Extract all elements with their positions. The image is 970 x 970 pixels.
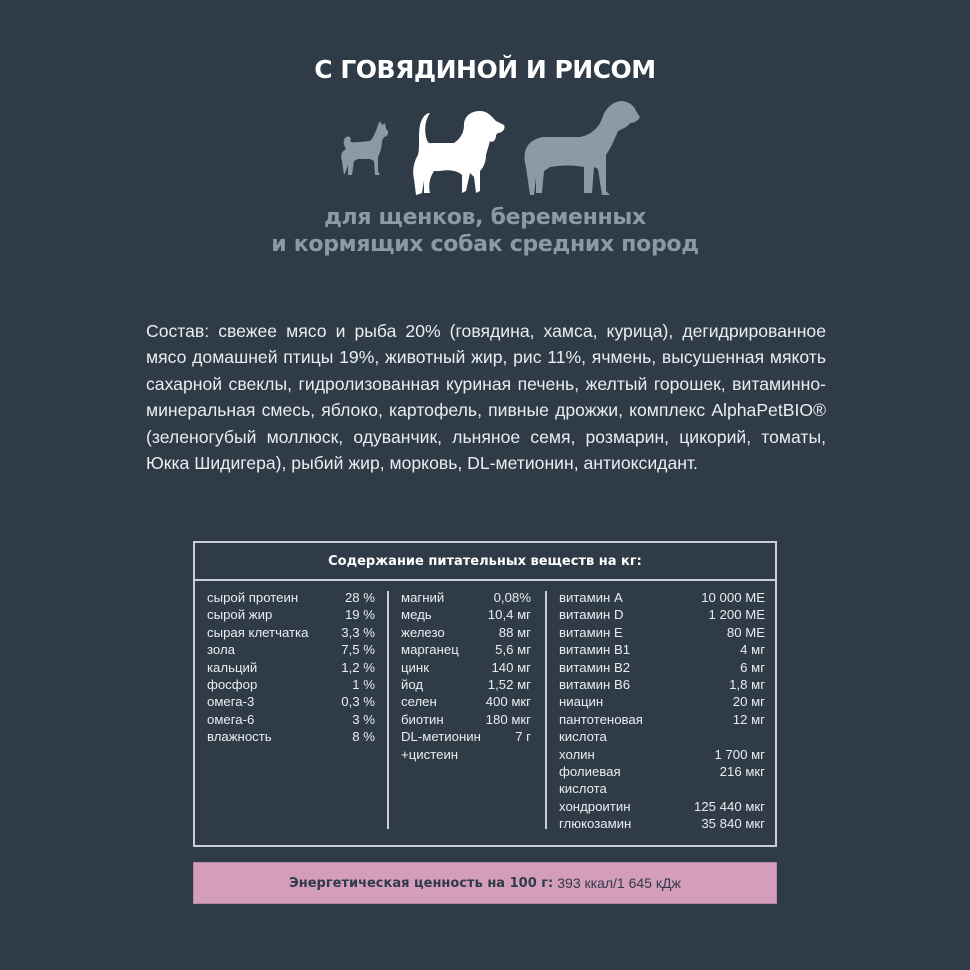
nutrient-row [207, 728, 375, 745]
nutrient-row [401, 624, 531, 641]
nutrient-value: 7 г [515, 729, 531, 745]
nutrient-name: марганец [401, 642, 459, 658]
nutrient-row [207, 624, 375, 641]
nutrient-name: ниацин [559, 694, 604, 710]
product-title: С ГОВЯДИНОЙ И РИСОМ [314, 55, 656, 84]
nutrient-value: 1 200 МЕ [708, 607, 765, 623]
nutrient-value: 4 мг [740, 642, 765, 658]
nutrient-value: 28 % [344, 590, 375, 605]
nutrient-name: фосфор [207, 676, 258, 692]
nutrient-value: 7,5 % [341, 642, 375, 658]
nutrient-name: пантотеновая [559, 711, 643, 727]
nutrient-value: 0,08% [493, 590, 531, 605]
composition-text: Состав: свежее мясо и рыба 20% (говядина, хамса, курица), дегидрированное мясо домашней птицы 19%, животный жир, рис 11%, ячмень, высушенная мякоть сахарной свеклы, гидролизованная куриная печень, желтый горошек, витаминно-минеральная смесь, яблоко, картофель, пивные дрожжи, комплекс AlphaPetBIO® (зеленогубый моллюск, одуванчик, льняное семя, розмарин, цикорий, томаты, Юкка Шидигера), рыбий жир, морковь, DL-метионин, антиоксидант. [146, 321, 826, 474]
nutrient-value: 19 % [344, 607, 375, 623]
nutrient-row [559, 624, 765, 641]
nutrient-row [207, 659, 375, 676]
nutrient-name: сырой жир [207, 607, 273, 623]
nutrient-name: сырая клетчатка [207, 624, 309, 640]
nutrient-name: омега-6 [207, 711, 255, 727]
small-dog-icon [341, 121, 388, 175]
nutrient-name: кислота [559, 729, 607, 745]
nutrient-row [207, 641, 375, 658]
nutrient-name: витамин D [559, 607, 624, 623]
nutrient-value: 1 % [352, 676, 375, 692]
nutrient-name: медь [401, 607, 432, 623]
nutrient-name: витамин B2 [559, 659, 631, 675]
nutrient-name: +цистеин [401, 746, 459, 762]
energy-label: Энергетическая ценность на 100 г: [289, 875, 554, 891]
nutrient-row [559, 589, 765, 606]
nutrient-name: цинк [401, 659, 429, 675]
nutrient-value: 0,3 % [341, 694, 375, 710]
nutrient-row [401, 589, 531, 606]
nutrient-name: витамин E [559, 624, 623, 640]
nutrient-value: 10 000 МЕ [701, 590, 765, 605]
nutrient-name: селен [401, 694, 437, 710]
column-divider [387, 591, 389, 829]
nutrient-name: кальций [207, 659, 258, 675]
nutrient-row [559, 676, 765, 693]
nutrient-name: DL-метионин [401, 729, 481, 745]
nutrients-column-vitamins [559, 589, 765, 832]
dog-sizes-illustration [330, 95, 640, 195]
nutrient-name: влажность [207, 729, 272, 745]
nutrient-value: 1 700 мг [714, 746, 765, 762]
nutrient-row [559, 659, 765, 676]
nutrient-value: 88 мг [498, 624, 531, 640]
nutrient-name: кислота [559, 781, 607, 797]
nutrient-row [559, 780, 765, 797]
product-subtitle [0, 204, 970, 258]
nutrient-row [207, 711, 375, 728]
nutrient-value: 140 мг [491, 659, 531, 675]
nutrient-value: 12 мг [732, 711, 765, 727]
nutrient-name: омега-3 [207, 694, 255, 710]
nutrient-row [559, 641, 765, 658]
subtitle-line-1: для щенков, беременных [324, 205, 646, 230]
nutrient-name: витамин B6 [559, 676, 631, 692]
nutrient-name: йод [401, 676, 424, 692]
nutrient-row [207, 693, 375, 710]
nutrient-row [559, 606, 765, 623]
nutrient-name: витамин B1 [559, 642, 631, 658]
nutrient-row [559, 693, 765, 710]
nutrient-name: глюкозамин [559, 816, 632, 832]
nutrient-row [401, 659, 531, 676]
nutrient-row [401, 693, 531, 710]
nutrient-value: 3 % [352, 711, 375, 727]
nutrient-value: 10,4 мг [487, 607, 531, 623]
nutrient-row [401, 746, 531, 763]
nutrient-row [207, 676, 375, 693]
large-dog-icon [525, 101, 641, 195]
nutrient-name: витамин A [559, 590, 623, 605]
nutrient-row [401, 728, 531, 745]
nutrient-name: зола [207, 642, 235, 658]
nutrient-name: сырой протеин [207, 590, 299, 605]
nutrient-row [559, 746, 765, 763]
nutrient-name: биотин [401, 711, 444, 727]
medium-dog-icon [413, 111, 504, 195]
nutrient-value: 1,2 % [341, 659, 375, 675]
nutrient-row [401, 711, 531, 728]
nutrient-value: 400 мкг [485, 694, 531, 710]
nutrient-value: 8 % [352, 729, 375, 745]
energy-value-banner [193, 862, 777, 904]
nutrient-value: 6 мг [740, 659, 765, 675]
nutrient-value: 3,3 % [341, 624, 375, 640]
nutrient-name: фолиевая [559, 763, 621, 779]
nutrient-value: 80 МЕ [726, 624, 765, 640]
nutrient-row [207, 589, 375, 606]
nutrient-row [559, 815, 765, 832]
nutrient-name: хондроитин [559, 798, 631, 814]
nutrient-row [559, 728, 765, 745]
nutrient-row [559, 763, 765, 780]
nutrient-value: 180 мкг [485, 711, 531, 727]
nutrient-row [401, 641, 531, 658]
nutrient-row [559, 711, 765, 728]
nutrient-row [207, 606, 375, 623]
nutrient-name: холин [559, 746, 595, 762]
nutrients-column-minerals [401, 589, 531, 763]
energy-value: 393 ккал/1 645 кДж [557, 875, 681, 891]
nutrient-value: 216 мкг [719, 763, 765, 779]
nutrient-row [559, 798, 765, 815]
nutrient-row [401, 606, 531, 623]
nutrients-table [193, 541, 777, 847]
nutrient-value: 20 мг [732, 694, 765, 710]
nutrient-value: 5,6 мг [495, 642, 531, 658]
nutrient-row [401, 676, 531, 693]
nutrient-value: 125 440 мкг [694, 798, 765, 814]
nutrient-value: 1,8 мг [729, 676, 765, 692]
nutrient-name: железо [401, 624, 445, 640]
subtitle-line-2: и кормящих собак средних пород [271, 232, 699, 257]
column-divider [545, 591, 547, 829]
nutrients-table-title: Содержание питательных веществ на кг: [195, 543, 775, 581]
nutrient-value: 1,52 мг [487, 676, 531, 692]
nutrients-column-macros [207, 589, 375, 746]
nutrient-name: магний [401, 590, 445, 605]
nutrient-value: 35 840 мкг [701, 816, 765, 832]
